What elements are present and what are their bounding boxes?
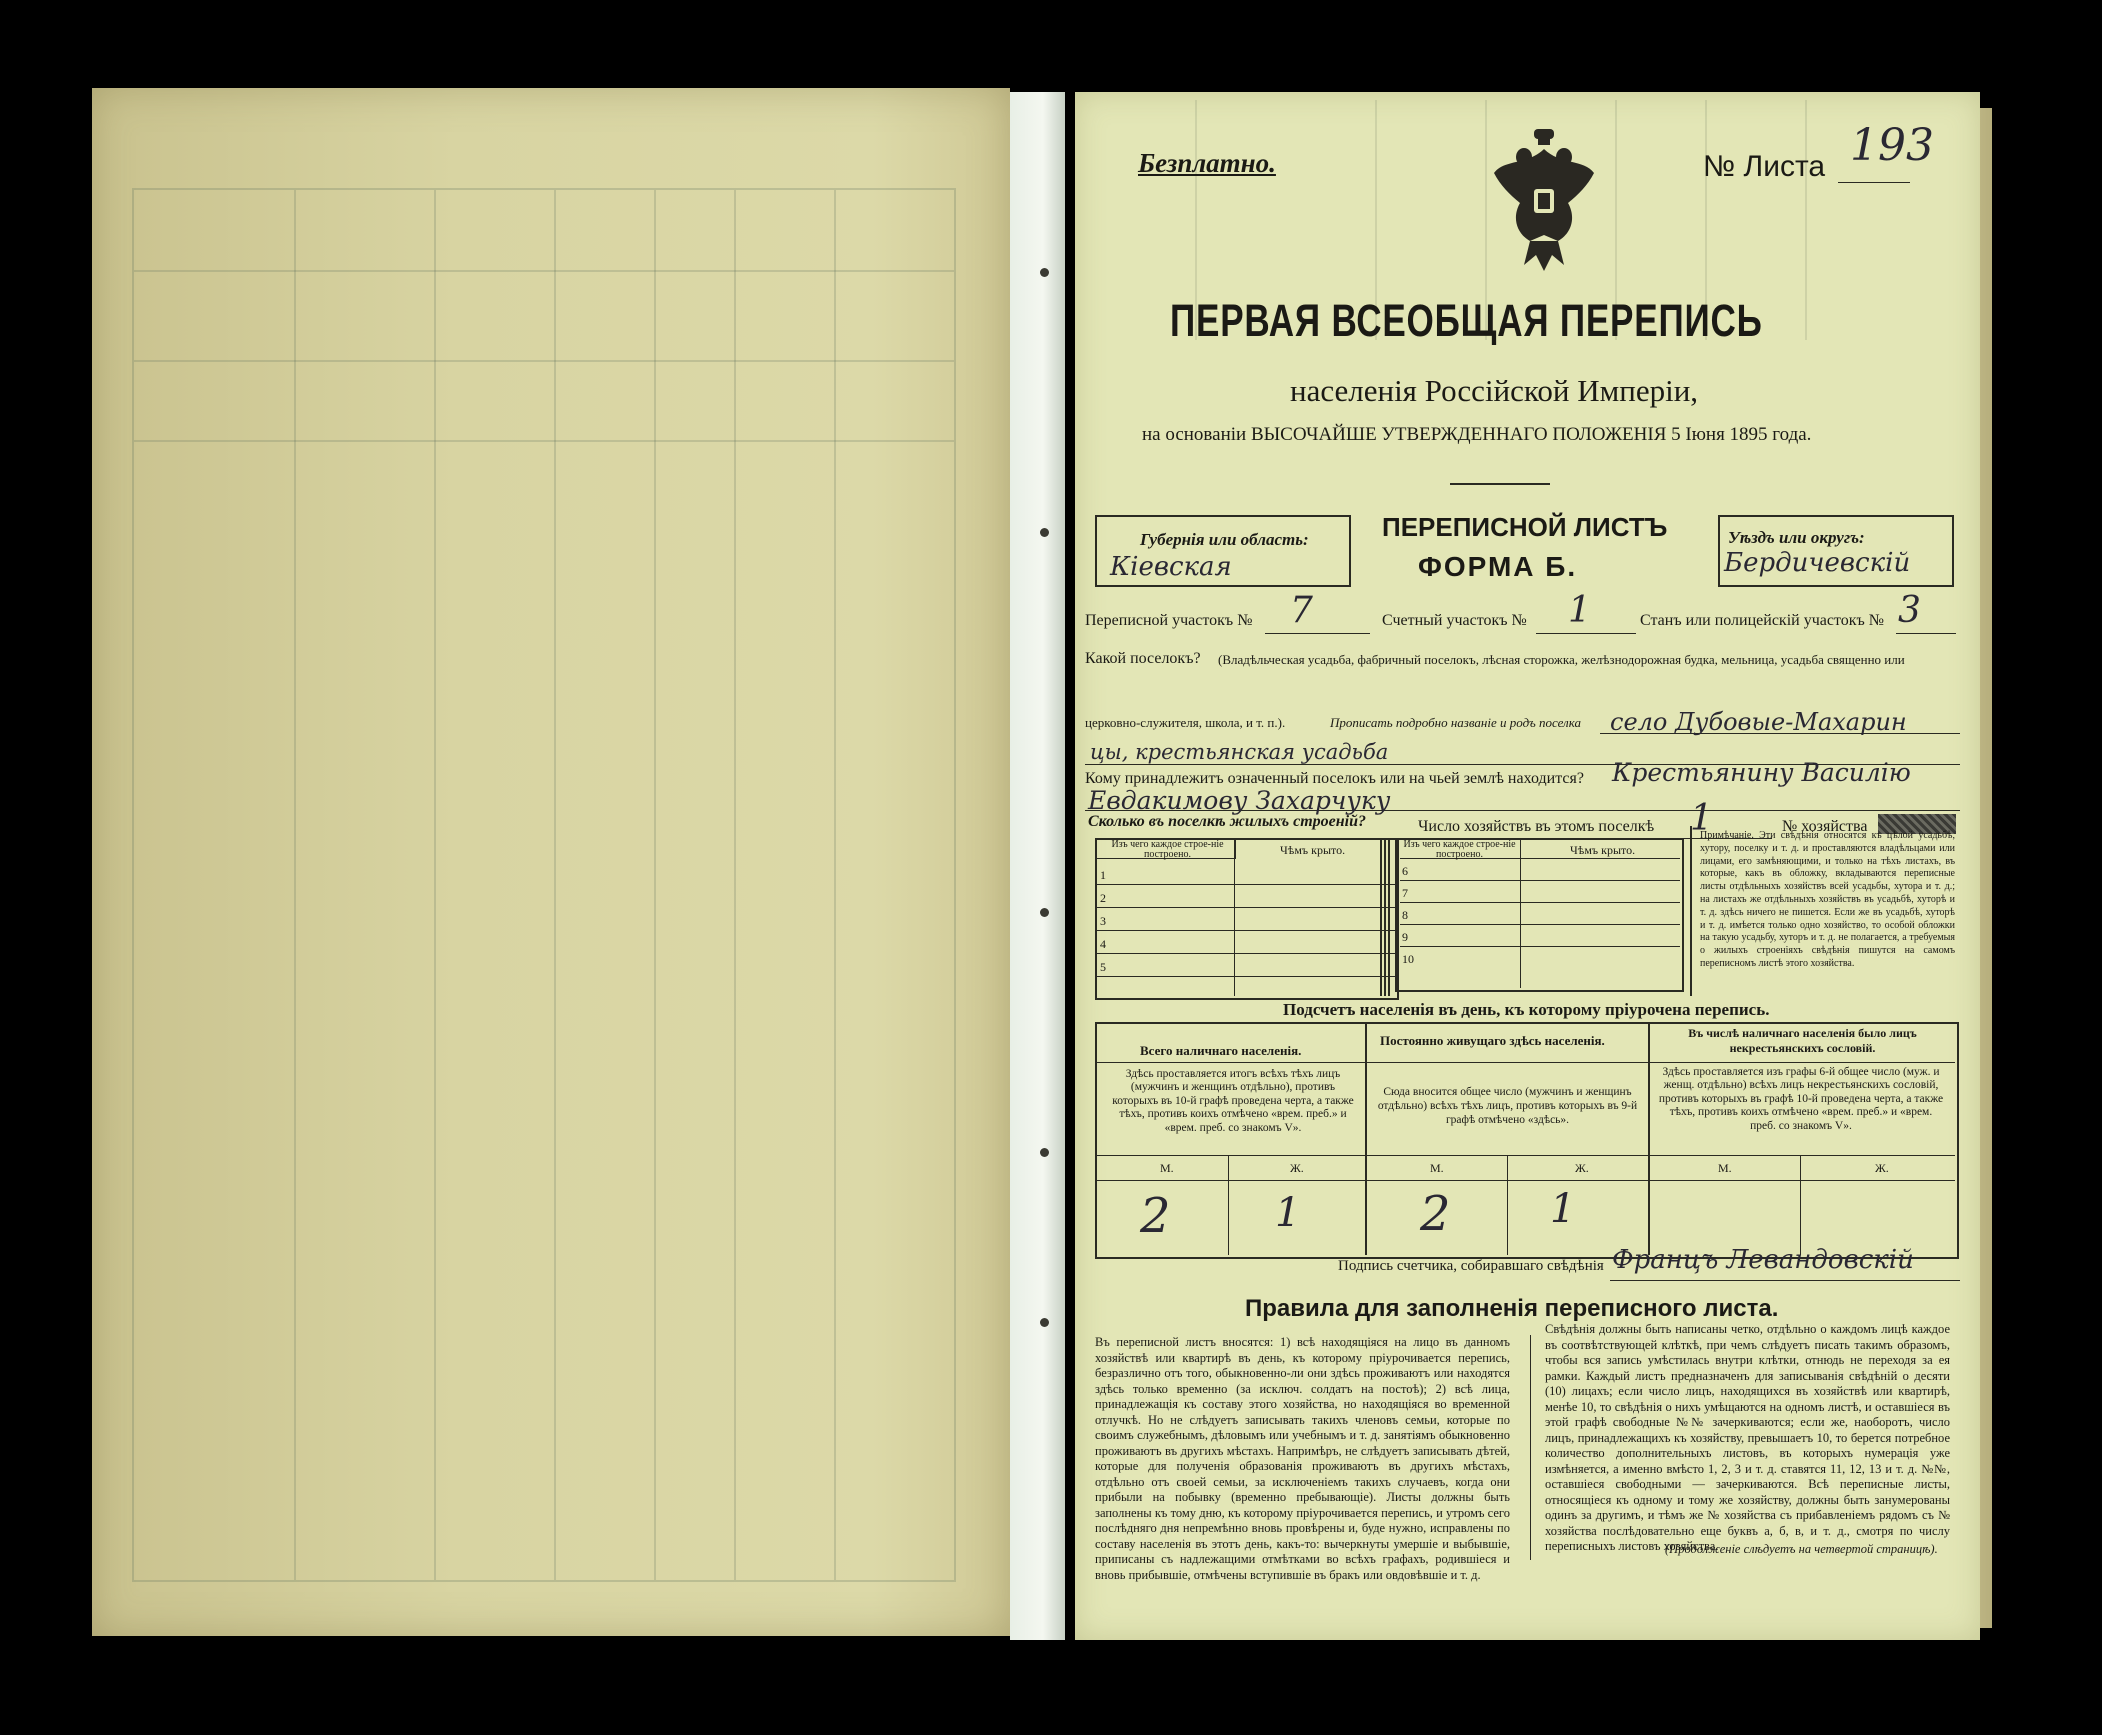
gubernia-value: Кіевская <box>1110 552 1232 582</box>
rules-right-column: Свѣдѣнія должны быть написаны четко, отдѣльно о каждомъ лицѣ каждое въ соотвѣтствующей клѣткѣ, при чемъ слѣдуетъ писать такимъ образомъ, чтобы вся запись умѣстилась внутри клѣтки, отнюдь не переходя за ея рамки. Каждый листъ предназначенъ для записыванія свѣдѣній о десяти (10) лицахъ; если число лицъ, находящихся въ хозяйствѣ или квартирѣ, менѣе 10, то свѣдѣнія о нихъ умѣщаются на одномъ листѣ, и оставшіеся въ этой графѣ свободные №№ зачеркиваются; если же, наоборотъ, число лицъ, принадлежащихъ къ хозяйству, превышаетъ 10, то берется потребное количество дополнительныхъ листовъ, въ которыхъ нумерація уже измѣняется, а именно вмѣсто 1, 2, 3 и т. д. ставятся 11, 12, 13 и т. д. №№, оставшіеся свободными — зачеркиваются. Всѣ переписные листы, относящіеся къ одному и тому же хозяйству, должны быть занумерованы одинъ за другимъ, и тѣмъ же № хозяйства съ прибавленіемъ рядомъ съ № хозяйства послѣдовательно еще буквъ а, б, в, и т. д., смотря по числу переписныхъ листовъ хозяйства. <box>1545 1322 1950 1553</box>
col2-m-label: М. <box>1430 1161 1444 1175</box>
stan-value: 3 <box>1898 590 1921 631</box>
col3-m-label: М. <box>1718 1161 1732 1175</box>
binding-hole <box>1040 268 1049 277</box>
row-label: 7 <box>1402 886 1408 900</box>
buildings-col-roof-2: Чѣмъ крыто. <box>1570 843 1636 857</box>
settlement-label: Какой поселокъ? <box>1085 650 1201 667</box>
stan-label: Станъ или полицейскій участокъ № <box>1640 612 1885 629</box>
census-subtitle: населенія Россійской Имперіи, <box>1290 373 1699 408</box>
binding-hole <box>1040 1148 1049 1157</box>
population-col2-title: Постоянно живущаго здѣсь населенія. <box>1380 1033 1605 1048</box>
table-separator <box>1380 838 1390 996</box>
signature-label: Подпись счетчика, собиравшаго свѣдѣнія <box>1338 1258 1604 1274</box>
census-district-value: 7 <box>1290 590 1313 631</box>
col2-zh-value: 1 <box>1550 1186 1576 1232</box>
population-col2-desc: Сюда вносится общее число (мужчинъ и женщинъ отдѣльно) всѣхъ тѣхъ лицъ, противъ которыхъ въ 9-й графѣ отмѣчено «здѣсь». <box>1377 1086 1638 1126</box>
double-headed-eagle-emblem <box>1490 125 1598 275</box>
census-title: ПЕРВАЯ ВСЕОБЩАЯ ПЕРЕПИСЬ <box>1170 295 1763 346</box>
binding-hole <box>1040 908 1049 917</box>
rules-continued: (Продолженіе слѣдуетъ на четвертой страницѣ). <box>1665 1542 1938 1556</box>
left-page <box>92 88 1010 1636</box>
population-heading: Подсчетъ населенія въ день, къ которому пріурочена перепись. <box>1283 1000 1770 1019</box>
col1-m-value: 2 <box>1140 1188 1171 1244</box>
rules-left-column: Въ переписной листъ вносятся: 1) всѣ находящіяся на лицо въ данномъ хозяйствѣ или квартирѣ въ день, къ которому пріурочивается перепись, безразлично отъ того, обыкновенно-ли они здѣсь проживаютъ или находятся здѣсь только временно (за исключ. солдатъ на постоѣ); 2) всѣ лица, принадлежащія къ составу этого хозяйства, но находящіяся во временной отлучкѣ. Но не слѣдуетъ записывать такихъ членовъ семьи, которые по своимъ служебнымъ, дѣловымъ или учебнымъ и т. д. занятіямъ обыкновенно проживаютъ въ другихъ мѣстахъ. Напримѣръ, не слѣдуетъ записывать дѣтей, которые для полученія образованія проживаютъ въ другихъ мѣстахъ, отдѣльно отъ своей семьи, за исключеніемъ такихъ случаевъ, когда они прибыли на побывку (временно пребывающіе). Листы должны быть заполнены къ тому дню, къ которому пріурочивается перепись, и утромъ сего послѣдняго дня непремѣнно вновь провѣрены и, буде нужно, исправлены по составу населенія въ этотъ день, какъ-то: вычеркнуты умершіе и выбывшіе, приписаны съ надлежащими отмѣтками во всѣхъ графахъ, родившіеся и вновь прибывшіе, отмѣчены вступившіе въ бракъ или овдовѣвшіе и т. д. <box>1095 1335 1510 1582</box>
settlement-value: село Дубовые-Махарин <box>1610 708 1907 736</box>
col1-zh-label: Ж. <box>1290 1161 1304 1175</box>
households-label: Число хозяйствъ въ этомъ поселкѣ <box>1418 818 1655 835</box>
row-label: 2 <box>1100 891 1106 905</box>
row-label: 5 <box>1100 960 1106 974</box>
settlement-value-2: цы, крестьянская усадьба <box>1090 740 1389 764</box>
uezd-label: Уѣздъ или округъ: <box>1728 528 1865 547</box>
row-label: 1 <box>1100 868 1106 882</box>
col1-zh-value: 1 <box>1275 1190 1301 1236</box>
signature-value: Францъ Левандовскій <box>1612 1245 1914 1275</box>
uezd-value: Бердичевскій <box>1724 548 1911 578</box>
row-label: 6 <box>1402 864 1408 878</box>
row-label: 10 <box>1402 952 1414 966</box>
col3-zh-label: Ж. <box>1875 1161 1889 1175</box>
rules-heading: Правила для заполненія переписного листа. <box>1245 1295 1779 1322</box>
household-number-label: № хозяйства <box>1782 818 1868 835</box>
divider <box>1450 483 1550 485</box>
col2-zh-label: Ж. <box>1575 1161 1589 1175</box>
buildings-col-material-2: Изъ чего каждое строе-ніе построено. <box>1403 839 1516 860</box>
census-basis: на основаніи ВЫСОЧАЙШЕ УТВЕРЖДЕННАГО ПОЛОЖЕНІЯ 5 Іюня 1895 года. <box>1142 424 1812 445</box>
binding-spine <box>1010 92 1065 1640</box>
owner-label: Кому принадлежитъ означенный поселокъ или на чьей землѣ находится? <box>1085 770 1584 787</box>
census-district-label: Переписной участокъ № <box>1085 612 1253 629</box>
row-label: 3 <box>1100 914 1106 928</box>
row-label: 4 <box>1100 937 1106 951</box>
left-page-bleedthrough-grid <box>132 188 956 1582</box>
binding-hole <box>1040 1318 1049 1327</box>
buildings-label: Сколько въ поселкѣ жилыхъ строеній? <box>1088 813 1366 830</box>
population-col1-desc: Здѣсь проставляется итогъ всѣхъ тѣхъ лицъ (мужчинъ и женщинъ отдѣльно), противъ которыхъ въ 10-й графѣ проведена черта, а также тѣхъ, противъ коихъ отмѣчено «врем. преб.» и «врем. преб. со знакомъ V». <box>1112 1068 1354 1134</box>
buildings-col-material: Изъ чего каждое строе-ніе построено. <box>1111 839 1224 860</box>
households-value: 1 <box>1690 798 1713 839</box>
counting-district-value: 1 <box>1568 590 1591 631</box>
col1-m-label: М. <box>1160 1161 1174 1175</box>
rules-divider <box>1530 1335 1531 1560</box>
free-label: Безплатно. <box>1138 148 1276 178</box>
gubernia-label: Губернія или область: <box>1140 530 1309 549</box>
settlement-hint-2: церковно-служителя, школа, и т. п.). <box>1085 715 1286 730</box>
col2-m-value: 2 <box>1420 1186 1451 1242</box>
row-label: 9 <box>1402 930 1408 944</box>
form-name: ФОРМА Б. <box>1418 551 1578 582</box>
population-col1-title: Всего наличнаго населенія. <box>1140 1043 1302 1058</box>
note-text: Примѣчаніе. Эти свѣдѣнія относятся къ цѣлой усадьбѣ, хутору, поселку и т. д. и проставляются владѣльцами или лицами, его замѣняющими, и только на тѣхъ листахъ, въ которые, какъ въ обложку, вкладываются переписные листы отдѣльныхъ хозяйствъ всей усадьбы, хутора и т. д.; на листахъ же отдѣльныхъ хозяйствъ въ усадьбѣ, хуторѣ и т. д. здѣсь ничего не пишется. Если же въ усадьбѣ, хуторѣ и т. д. имѣется только одно хозяйство, то особой обложки на такую усадьбу, хуторъ и т. д. не полагается, а требуемыя о жилыхъ строеніяхъ свѣдѣнія пишутся на самомъ переписномъ листѣ этого хозяйства. <box>1700 830 1955 969</box>
owner-value-2: Евдакимову Захарчуку <box>1088 786 1391 815</box>
form-title: ПЕРЕПИСНОЙ ЛИСТЪ <box>1382 512 1668 542</box>
population-col3-title: Въ числѣ наличнаго населенія было лицъ некрестьянскихъ сословій. <box>1688 1026 1917 1055</box>
owner-value: Крестьянину Василію <box>1612 758 1911 787</box>
row-label: 8 <box>1402 908 1408 922</box>
sheet-number-label: № Листа <box>1703 150 1826 183</box>
sheet-number-value: 193 <box>1850 120 1934 171</box>
buildings-col-roof: Чѣмъ крыто. <box>1280 843 1346 857</box>
buildings-table-right <box>1395 838 1684 992</box>
binding-hole <box>1040 528 1049 537</box>
settlement-hint: (Владѣльческая усадьба, фабричный поселокъ, лѣсная сторожка, желѣзнодорожная будка, мельница, усадьба священно или <box>1218 652 1905 667</box>
settlement-instruction: Прописать подробно названіе и родъ поселка <box>1330 715 1581 730</box>
counting-district-label: Счетный участокъ № <box>1382 612 1527 629</box>
population-col3-desc: Здѣсь проставляется изъ графы 6-й общее число (муж. и женщ. отдѣльно) всѣхъ лицъ некрестьянскихъ сословій, противъ которыхъ въ графѣ 10-й проведена черта, а также тѣхъ, противъ коихъ отмѣчено «врем. преб.» и «врем. преб. со знакомъ V». <box>1658 1066 1944 1132</box>
